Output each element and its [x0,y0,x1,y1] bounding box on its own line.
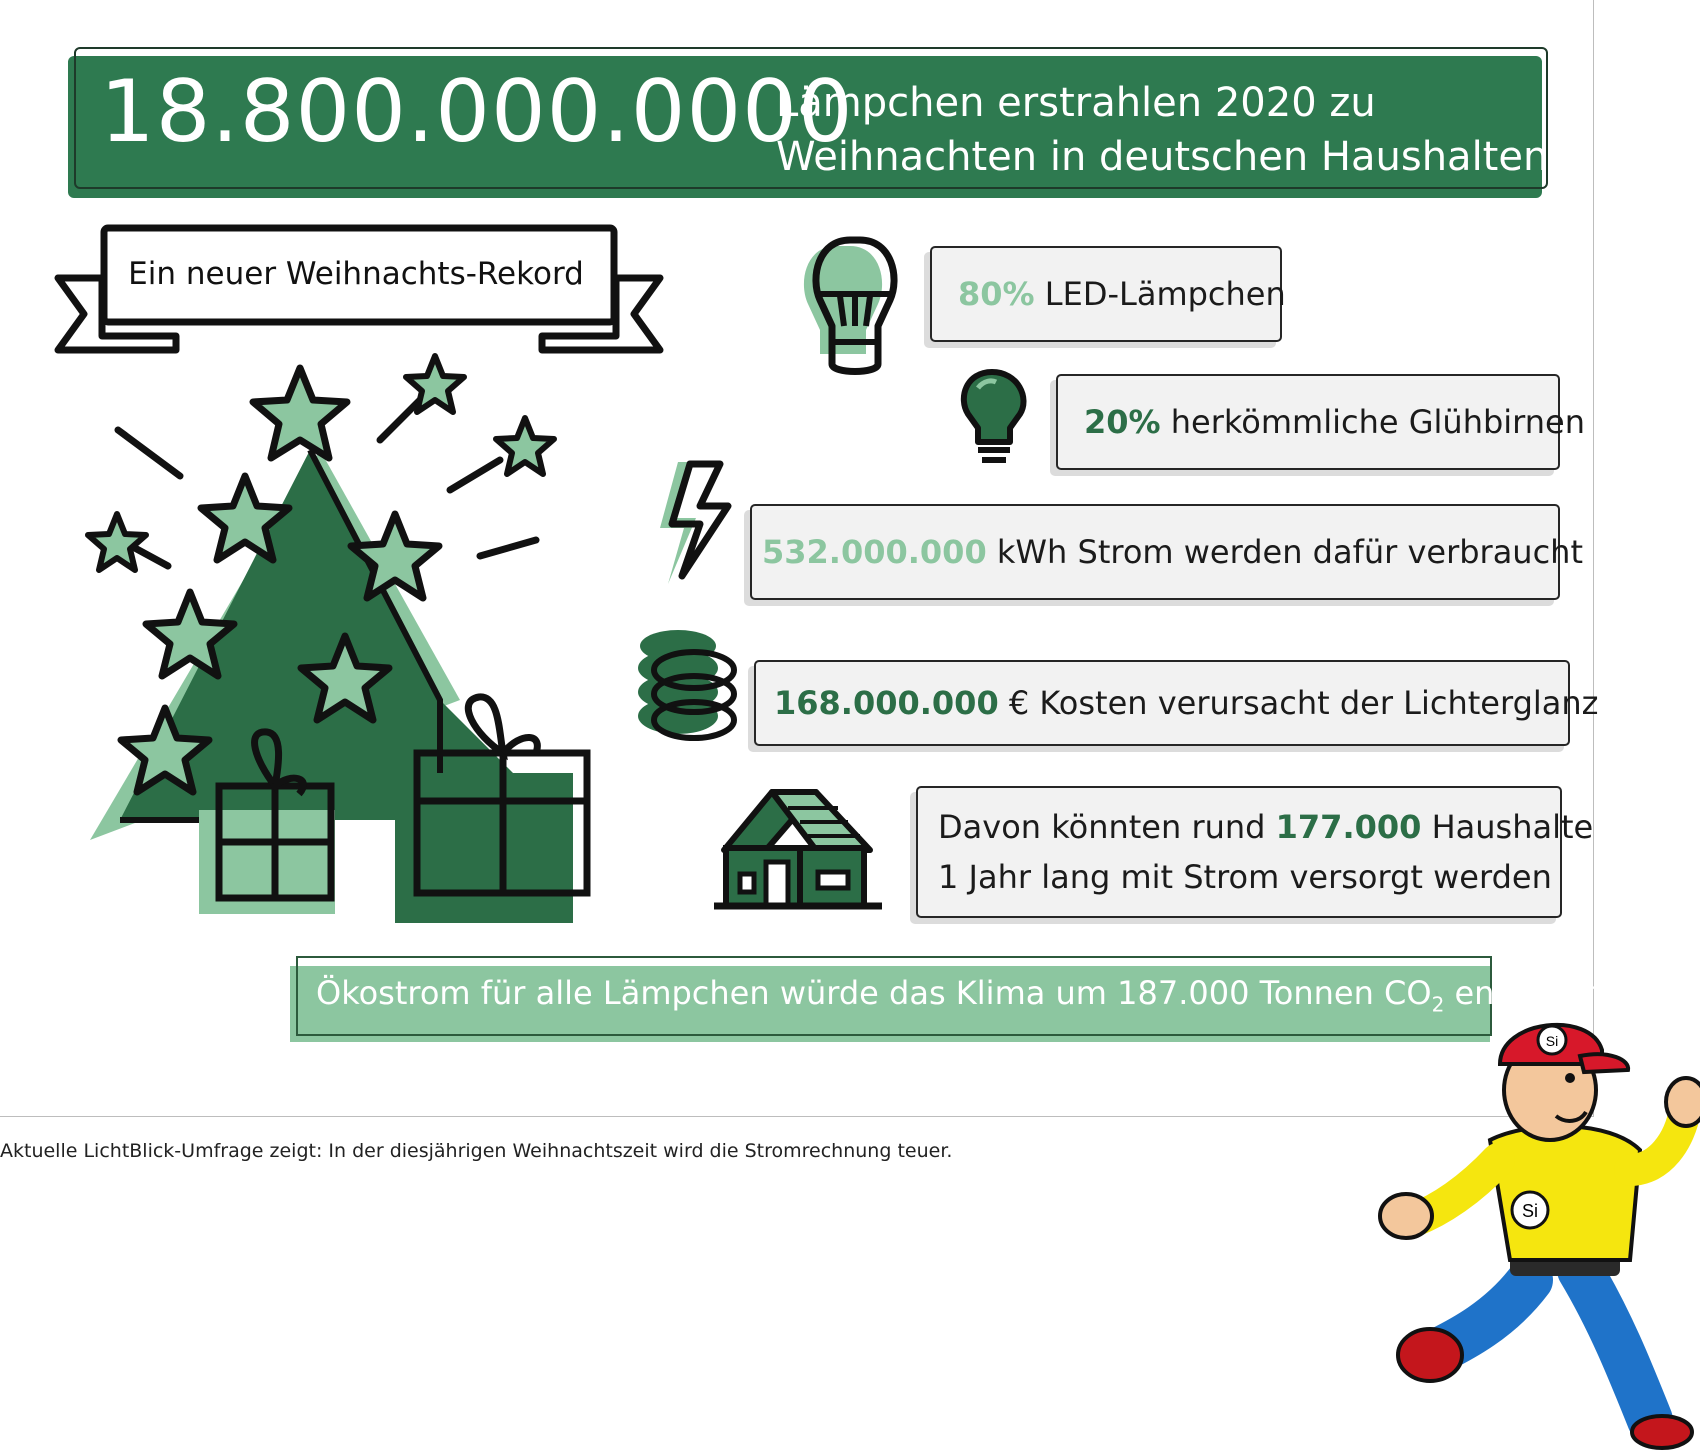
eco-text-main: Ökostrom für alle Lämpchen würde das Klima um 187.000 Tonnen CO [316,974,1432,1012]
fact-homes-suffix: Haushalte [1431,808,1594,846]
header-big-number: 18.800.000.0000 [100,62,854,162]
lightbulb-led-icon [796,234,906,384]
image-caption: Aktuelle LichtBlick-Umfrage zeigt: In der diesjährigen Weihnachtszeit wird die Stromrechnung teuer. [0,1140,953,1162]
fact-led-text: LED-Lämpchen [1044,275,1286,313]
header-text [776,76,1548,184]
eco-text-sub: 2 [1431,992,1445,1017]
fact-cost-text: € Kosten verursacht der Lichterglanz [1008,684,1599,722]
coins-icon [632,628,742,748]
header-line-1: Lämpchen erstrahlen 2020 zu [776,80,1376,126]
mascot-figure [1380,1020,1700,1450]
star-icon [345,506,445,606]
mascot-cap-badge: Si [1545,1033,1559,1049]
star-icon [82,508,152,578]
star-icon [140,584,240,684]
star-icon [295,628,395,728]
fact-box-led [930,246,1286,342]
header-line-2: Weihnachten in deutschen Haushalten [776,134,1549,180]
eco-banner-text [316,974,1605,1016]
lightbulb-classic-icon [952,366,1032,466]
fact-box-power [750,504,1583,600]
eco-text-end: entlasten [1444,974,1605,1012]
lightning-icon [648,458,738,588]
ribbon-title: Ein neuer Weihnachts-Rekord [128,256,584,292]
fact-homes-line-1 [938,802,1593,852]
fact-homes-line-2: 1 Jahr lang mit Strom versorgt werden [938,858,1552,896]
fact-bulbs-value: 20% [1084,403,1161,441]
star-icon [400,350,470,420]
mascot-shirt-badge: Si [1521,1201,1539,1221]
star-icon [245,360,355,470]
fact-box-homes [916,786,1594,918]
house-icon [712,782,892,912]
fact-led-value: 80% [958,275,1035,313]
star-icon [490,412,560,482]
star-icon [195,468,295,568]
fact-power-value: 532.000.000 [762,533,987,571]
fact-power-text: kWh Strom werden dafür verbraucht [996,533,1583,571]
fact-box-bulbs [1056,374,1586,470]
fact-cost-value: 168.000.000 [774,684,999,722]
fact-bulbs-text: herkömmliche Glühbirnen [1170,403,1586,441]
gift-icon [195,720,345,920]
fact-homes-value: 177.000 [1275,808,1422,846]
fact-homes-prefix: Davon könnten rund [938,808,1266,846]
fact-box-cost [754,660,1599,746]
gift-icon [395,685,595,925]
